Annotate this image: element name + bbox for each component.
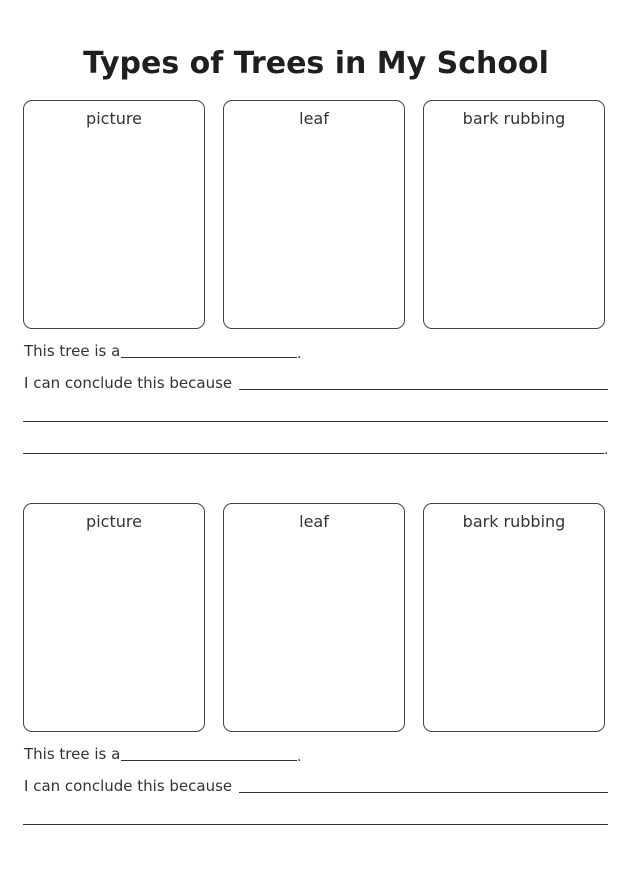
conclude-end-mark-1: . xyxy=(604,442,609,458)
conclude-line-1c[interactable] xyxy=(23,453,604,454)
picture-box-1[interactable] xyxy=(23,100,205,329)
bark-rubbing-box-label: bark rubbing xyxy=(462,512,566,531)
tree-name-line-1[interactable] xyxy=(121,357,297,358)
bark-rubbing-box-label: bark rubbing xyxy=(462,109,566,128)
tree-name-end-mark-2: . xyxy=(297,749,302,765)
bark-rubbing-box-1[interactable] xyxy=(423,100,605,329)
tree-prompt-1: This tree is a xyxy=(24,342,121,360)
page-title: Types of Trees in My School xyxy=(83,46,549,81)
picture-box-label: picture xyxy=(86,512,142,531)
tree-prompt-2: This tree is a xyxy=(24,745,121,763)
conclude-prompt-1: I can conclude this because xyxy=(24,374,233,392)
picture-box-2[interactable] xyxy=(23,503,205,732)
conclude-prompt-2: I can conclude this because xyxy=(24,777,233,795)
tree-name-end-mark-1: . xyxy=(297,346,302,362)
leaf-box-2[interactable] xyxy=(223,503,405,732)
conclude-line-1a[interactable] xyxy=(239,389,608,390)
leaf-box-label: leaf xyxy=(299,512,329,531)
conclude-line-2a[interactable] xyxy=(239,792,608,793)
leaf-box-label: leaf xyxy=(299,109,329,128)
picture-box-label: picture xyxy=(86,109,142,128)
conclude-line-2b[interactable] xyxy=(23,824,608,825)
conclude-line-1b[interactable] xyxy=(23,421,608,422)
leaf-box-1[interactable] xyxy=(223,100,405,329)
tree-name-line-2[interactable] xyxy=(121,760,297,761)
bark-rubbing-box-2[interactable] xyxy=(423,503,605,732)
